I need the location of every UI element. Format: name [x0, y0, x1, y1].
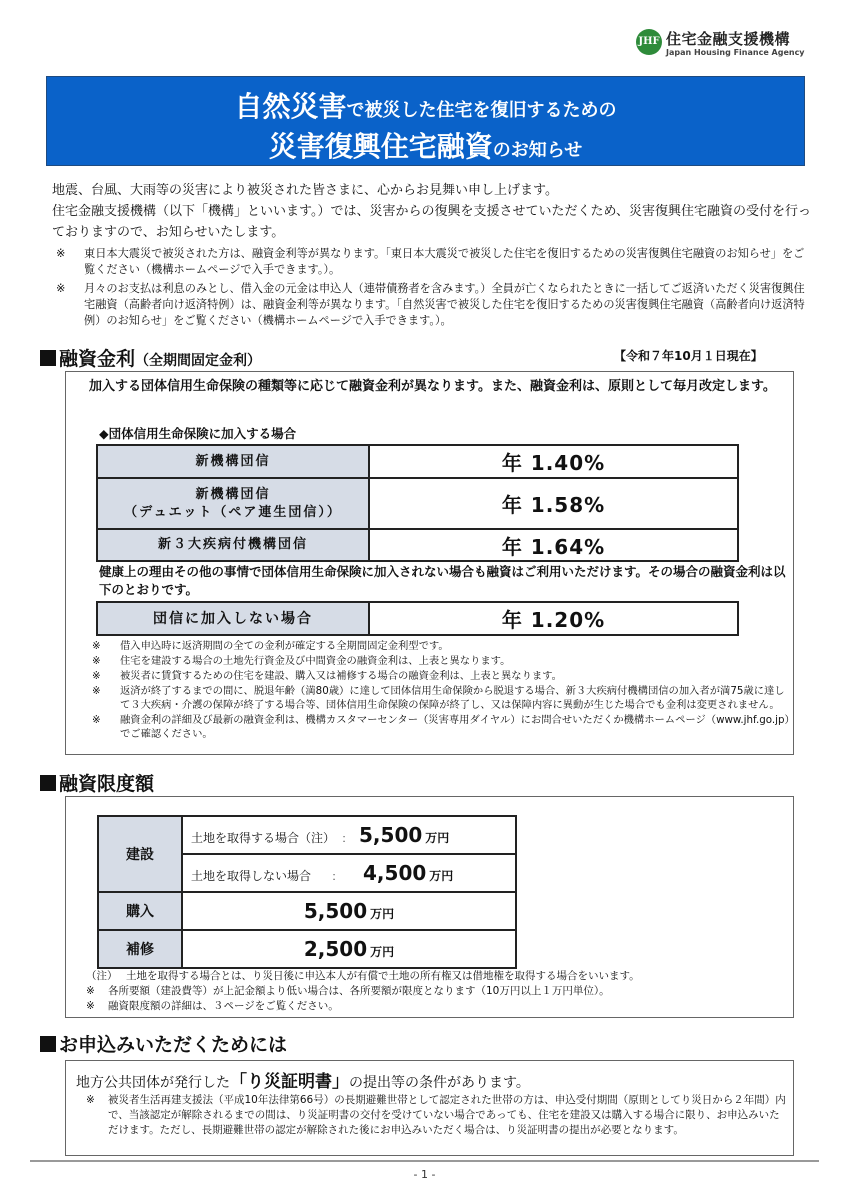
note-text: 土地を取得する場合とは、り災日後に申込本人が有償で土地の所有権又は借地権を取得する場合をいいます。 [126, 970, 640, 982]
limits-table [97, 815, 517, 969]
rate-value: 年 1.40% [369, 445, 738, 478]
title-line-2 [47, 125, 804, 165]
page-number: - 1 - [413, 1168, 436, 1181]
limits-notes [86, 969, 786, 1014]
rates-as-of-date: 【令和７年10月１日現在】 [614, 349, 763, 363]
rate-label-text: 新機構団信 [195, 486, 271, 502]
note-mark: ※ [92, 670, 101, 682]
rate-row [97, 478, 738, 529]
intro-note [56, 281, 808, 329]
limits-heading [40, 769, 154, 796]
title-emph-1: 自然災害 [234, 90, 347, 123]
limit-cell [182, 930, 516, 968]
rate-row [97, 529, 738, 561]
limits-note [86, 969, 786, 984]
limit-amount: 5,500 [303, 899, 368, 923]
rates-note [92, 684, 792, 712]
limit-label-repair: 補修 [98, 930, 182, 968]
limits-heading-text: 融資限度額 [59, 773, 155, 795]
limit-cell [182, 854, 516, 892]
limit-colon: ： [331, 870, 343, 883]
limit-condition: 土地を取得する場合（注） [191, 831, 336, 845]
rate-label: 団信に加入しない場合 [97, 602, 369, 635]
rates-note [92, 669, 792, 683]
intro-note [56, 246, 808, 278]
rates-intro-text: 加入する団体信用生命保険の種類等に応じて融資金利が異なります。また、融資金利は、原則として毎月改定します。 [89, 379, 776, 394]
rates-subheading: ◆団体信用生命保険に加入する場合 [99, 426, 297, 441]
jhf-logo [636, 27, 841, 65]
note-text: 返済が終了するまでの間に、脱退年齢（満80歳）に達して団体信用生命保険から脱退する場合、新３大疾病付機構団信の加入者が満75歳に達して３大疾病・介護の保障が終了する場合等、団体信用生命保険の保障が終了し、又は保障内容に異動が生じた場合でも金利は変更されません。 [120, 685, 785, 711]
limit-cell [182, 816, 516, 854]
title-banner [46, 76, 805, 166]
rates-note [92, 713, 792, 741]
rate-value: 年 1.58% [369, 478, 738, 529]
rates-note [92, 639, 792, 653]
limit-amount: 2,500 [303, 937, 368, 961]
rate-label [97, 478, 369, 529]
limit-cell [182, 892, 516, 930]
rates-intro [71, 377, 791, 396]
rate-value: 年 1.20% [369, 602, 738, 635]
rate-label-text-2: （デュエット（ペア連生団信）） [124, 504, 342, 520]
title-line-1 [47, 85, 804, 125]
rates-table [96, 444, 739, 562]
note-mark: ※ [86, 1000, 95, 1012]
application-heading-text: お申込みいただくためには [59, 1034, 288, 1056]
application-lead-before: 地方公共団体が発行した [76, 1075, 230, 1091]
intro-text [52, 180, 812, 243]
note-mark: ※ [56, 247, 66, 260]
rate-label-text: 新３大疾病付機構団信 [157, 537, 308, 552]
limit-condition: 土地を取得しない場合 [191, 869, 312, 883]
note-mark: ※ [92, 714, 101, 726]
limit-colon: ： [341, 832, 353, 845]
rates-box [65, 371, 794, 755]
application-notes [86, 1093, 786, 1138]
title-emph-2: 災害復興住宅融資 [268, 130, 493, 163]
limits-note [86, 999, 786, 1014]
note-text: 融資金利の詳細及び最新の融資金利は、機構カスタマーセンター（災害専用ダイヤル）にお問合せいただくか機構ホームページ（www.jhf.go.jp）でご確認ください。 [120, 714, 790, 740]
no-insurance-text [99, 563, 789, 599]
footer-divider [30, 1160, 819, 1162]
note-text: 借入申込時に返済期間の全ての金利が確定する全期間固定金利型です。 [120, 640, 449, 652]
application-lead-after: の提出等の条件があります。 [349, 1075, 530, 1091]
intro-line-2: 住宅金融支援機構（以下「機構」といいます。）では、災害からの復興を支援させていただくため、災害復興住宅融資の受付を行っておりますので、お知らせいたします。 [52, 204, 811, 240]
logo-name-en: Japan Housing Finance Agency [666, 48, 805, 57]
rates-heading-text: 融資金利 [59, 348, 136, 370]
rates-notes [92, 639, 792, 742]
rates-heading [40, 344, 261, 371]
limits-note [86, 984, 786, 999]
note-text: 東日本大震災で被災された方は、融資金利等が異なります。「東日本大震災で被災した住宅を復旧するための災害復興住宅融資のお知らせ」をご覧ください（機構ホームページで入手できます。）。 [84, 247, 805, 276]
note-text: 被災者に賃貸するための住宅を建設、購入又は補修する場合の融資金利は、上表と異なります。 [120, 670, 562, 682]
rate-row [97, 445, 738, 478]
application-lead [76, 1067, 530, 1092]
jhf-logo-icon: JHF [636, 29, 662, 55]
application-lead-emph: 「り災証明書」 [230, 1072, 349, 1092]
note-mark: ※ [86, 1094, 95, 1106]
note-mark: ※ [92, 640, 101, 652]
limit-row [98, 930, 516, 968]
rate-row [97, 602, 738, 635]
no-insurance-text-body: 健康上の理由その他の事情で団体信用生命保険に加入されない場合も融資はご利用いただけます。その場合の融資金利は以下のとおりです。 [99, 564, 786, 597]
note-text: 月々のお支払は利息のみとし、借入金の元金は申込人（連帯債務者を含みます。）全員が亡くなられたときに一括してご返済いただく災害復興住宅融資（高齢者向け返済特例）は、融資金利等が異なります。「自然災害で被災した住宅を復旧するための災害復興住宅融資（高齢者向け返済特例）のお知らせ」をご覧ください（機構ホームページで入手できます。）。 [84, 282, 805, 327]
rate-value: 年 1.64% [369, 529, 738, 561]
application-box [65, 1060, 794, 1156]
note-text: 融資限度額の詳細は、３ページをご覧ください。 [108, 1000, 339, 1012]
square-bullet-icon [40, 350, 56, 366]
note-mark: ※ [92, 655, 101, 667]
limit-label-construction: 建設 [98, 816, 182, 892]
note-mark: ※ [92, 685, 101, 697]
limit-row [98, 816, 516, 854]
note-mark: ※ [56, 282, 66, 295]
limit-row [98, 892, 516, 930]
note-mark: ※ [86, 985, 95, 997]
square-bullet-icon [40, 775, 56, 791]
rate-label [97, 445, 369, 478]
limit-amount: 5,500 [359, 823, 423, 847]
intro-notes [56, 246, 808, 332]
limit-unit: 万円 [370, 945, 395, 959]
no-insurance-table [96, 601, 739, 636]
title-rest-2: のお知らせ [492, 140, 583, 161]
note-text: 各所要額（建設費等）が上記金額より低い場合は、各所要額が限度となります（10万円以上１万円単位）。 [108, 985, 610, 997]
application-heading [40, 1030, 287, 1057]
rate-label [97, 529, 369, 561]
intro-line-1: 地震、台風、大雨等の災害により被災された皆さまに、心からお見舞い申し上げます。 [52, 183, 558, 198]
title-rest-1: で被災した住宅を復旧するための [346, 100, 617, 121]
rates-heading-sub: （全期間固定金利） [135, 353, 262, 369]
rates-note [92, 654, 792, 668]
application-note [86, 1093, 786, 1138]
logo-name-ja: 住宅金融支援機構 [666, 30, 791, 48]
square-bullet-icon [40, 1036, 56, 1052]
limit-unit: 万円 [370, 907, 395, 921]
limit-unit: 万円 [429, 869, 454, 883]
limit-unit: 万円 [425, 831, 450, 845]
note-text: 被災者生活再建支援法（平成10年法律第66号）の長期避難世帯として認定された世帯の方は、申込受付期間（原則としてり災日から２年間）内で、当該認定が解除されるまでの間は、り災証明書の交付を受けていない場合であっても、住宅を建設又は購入する場合に限り、お申込みいただけます。ただし、長期避難世帯の認定が解除された後にお申込みいただく場合は、り災証明書の提出が必要となります。 [108, 1094, 786, 1136]
note-mark: （注） [86, 970, 118, 982]
note-text: 住宅を建設する場合の土地先行資金及び中間資金の融資金利は、上表と異なります。 [120, 655, 511, 667]
limits-box [65, 796, 794, 1018]
limit-amount: 4,500 [363, 861, 427, 885]
limit-label-purchase: 購入 [98, 892, 182, 930]
rate-label-text: 新機構団信 [195, 453, 271, 469]
